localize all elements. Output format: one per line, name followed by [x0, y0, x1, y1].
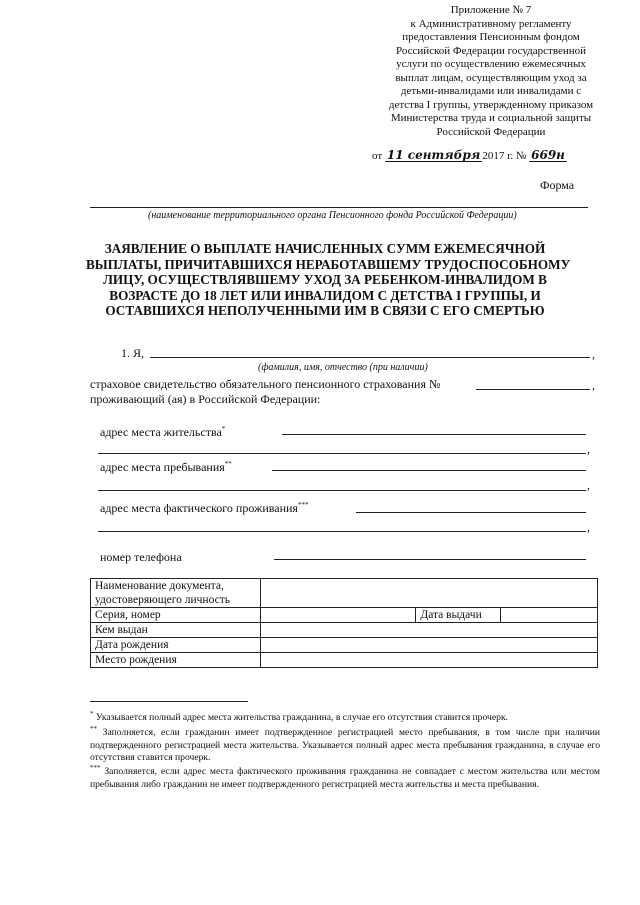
comma: ,	[587, 442, 590, 456]
footnote-mark: ***	[297, 501, 309, 509]
birth-place-value-cell[interactable]	[260, 653, 597, 668]
table-row	[91, 579, 598, 608]
birth-place-label-cell: Место рождения	[91, 653, 261, 668]
table-row	[91, 653, 598, 668]
authority-field[interactable]	[90, 207, 588, 208]
stay-label: адрес места пребывания**	[100, 460, 232, 474]
form-title	[86, 241, 571, 319]
table-row	[91, 608, 598, 623]
authority-caption: (наименование территориального органа Пенсионного фонда Российской Федерации)	[148, 210, 517, 221]
comma: ,	[587, 520, 590, 534]
stay-field-line2[interactable]	[98, 490, 586, 491]
appendix-line: к Административному регламенту	[410, 17, 572, 30]
footnote-mark: **	[224, 460, 232, 468]
title-line: ВЫПЛАТЫ, ПРИЧИТАВШИХСЯ НЕРАБОТАВШЕМУ ТРУДОСПОСОБНОМУ	[86, 256, 571, 272]
residing-label: проживающий (ая) в Российской Федерации:	[90, 392, 321, 406]
date-prefix: от	[372, 150, 383, 162]
order-date-handwritten: 11 сентября	[386, 148, 481, 162]
residence-field-line2[interactable]	[98, 453, 586, 454]
footnote-mark: ***	[90, 764, 101, 772]
issue-date-value-cell[interactable]	[501, 608, 598, 623]
identity-document-table	[90, 578, 598, 668]
appendix-line: детьми-инвалидами или инвалидами с	[400, 85, 582, 97]
issue-date-label-cell: Дата выдачи	[416, 608, 501, 623]
footnote-mark: *	[90, 710, 94, 718]
table-row	[91, 638, 598, 653]
birth-date-label-cell: Дата рождения	[91, 638, 261, 653]
phone-field[interactable]	[274, 559, 586, 560]
actual-address-field-line2[interactable]	[98, 531, 586, 532]
order-date-line	[372, 149, 610, 162]
appendix-line: услуги по осуществлению ежемесячных	[396, 58, 586, 70]
comma: ,	[587, 478, 590, 492]
applicant-prefix: 1. Я,	[121, 346, 145, 360]
appendix-line: предоставления Пенсионным фондом	[402, 31, 580, 43]
footnote-mark: **	[90, 725, 97, 733]
actual-address-label: адрес места фактического проживания***	[100, 501, 309, 515]
order-number-handwritten: 669н	[531, 148, 565, 162]
insurance-number-field[interactable]	[476, 389, 590, 390]
appendix-line: Министерства труда и социальной защиты	[390, 112, 592, 124]
appendix-line: выплат лицам, осуществляющим уход за	[395, 71, 587, 84]
title-line: ЗАЯВЛЕНИЕ О ВЫПЛАТЕ НАЧИСЛЕННЫХ СУММ ЕЖЕМЕСЯЧНОЙ	[104, 241, 546, 256]
name-caption: (фамилия, имя, отчество (при наличии)	[258, 362, 428, 373]
actual-address-field[interactable]	[356, 512, 586, 513]
appendix-line: Российской Федерации	[436, 125, 546, 138]
series-value-cell[interactable]	[260, 608, 416, 623]
phone-label: номер телефона	[100, 550, 182, 564]
title-line: ЛИЦУ, ОСУЩЕСТВЛЯВШЕМУ УХОД ЗА РЕБЕНКОМ-ИНВАЛИДОМ В	[103, 272, 547, 288]
appendix-line: детства I группы, утвержденному приказом	[388, 98, 594, 111]
insurance-label: страховое свидетельство обязательного пенсионного страхования №	[90, 377, 441, 391]
stay-field[interactable]	[272, 470, 586, 471]
residence-label: адрес места жительства*	[100, 425, 226, 439]
footnote-3: *** Заполняется, если адрес места фактического проживания гражданина не совпадает с местом жительства или местом пребывания либо гражданин не имеет подтвержденного регистрацией места жительства и места пребывания.	[90, 764, 600, 790]
footnote-1: * Указывается полный адрес места жительства гражданина, в случае его отсутствия ставится прочерк.	[90, 710, 508, 724]
doc-name-value-cell[interactable]	[260, 579, 597, 608]
title-line: ОСТАВШИХСЯ НЕПОЛУЧЕННЫМИ ИМ В СВЯЗИ С ЕГО СМЕРТЬЮ	[105, 303, 545, 319]
footnote-2: ** Заполняется, если гражданин имеет подтвержденное регистрацией место пребывания, в том числе при наличии подтвержденного регистрацией места жительства. Указывается полный адрес места пребывания гражданина, в случае его отсутствия ставится прочерк.	[90, 725, 600, 764]
footnote-divider	[90, 701, 248, 702]
comma: ,	[592, 347, 595, 361]
footnote-mark: *	[221, 425, 226, 433]
table-row	[91, 623, 598, 638]
title-line: ВОЗРАСТЕ ДО 18 ЛЕТ ИЛИ ИНВАЛИДОМ С ДЕТСТВА I ГРУППЫ, И	[109, 287, 541, 303]
birth-date-value-cell[interactable]	[260, 638, 597, 653]
form-label: Форма	[540, 178, 575, 192]
order-year: 2017 г. №	[482, 150, 527, 162]
comma: ,	[592, 378, 595, 392]
issued-by-value-cell[interactable]	[260, 623, 597, 638]
appendix-line: Российской Федерации государственной	[395, 44, 587, 57]
applicant-name-field[interactable]	[150, 357, 590, 358]
residence-field[interactable]	[282, 434, 586, 435]
doc-name-label-cell: Наименование документа, удостоверяющего личность	[91, 579, 261, 608]
appendix-header	[372, 4, 610, 139]
series-label-cell: Серия, номер	[91, 608, 261, 623]
issued-by-label-cell: Кем выдан	[91, 623, 261, 638]
appendix-line: Приложение № 7	[450, 4, 532, 16]
